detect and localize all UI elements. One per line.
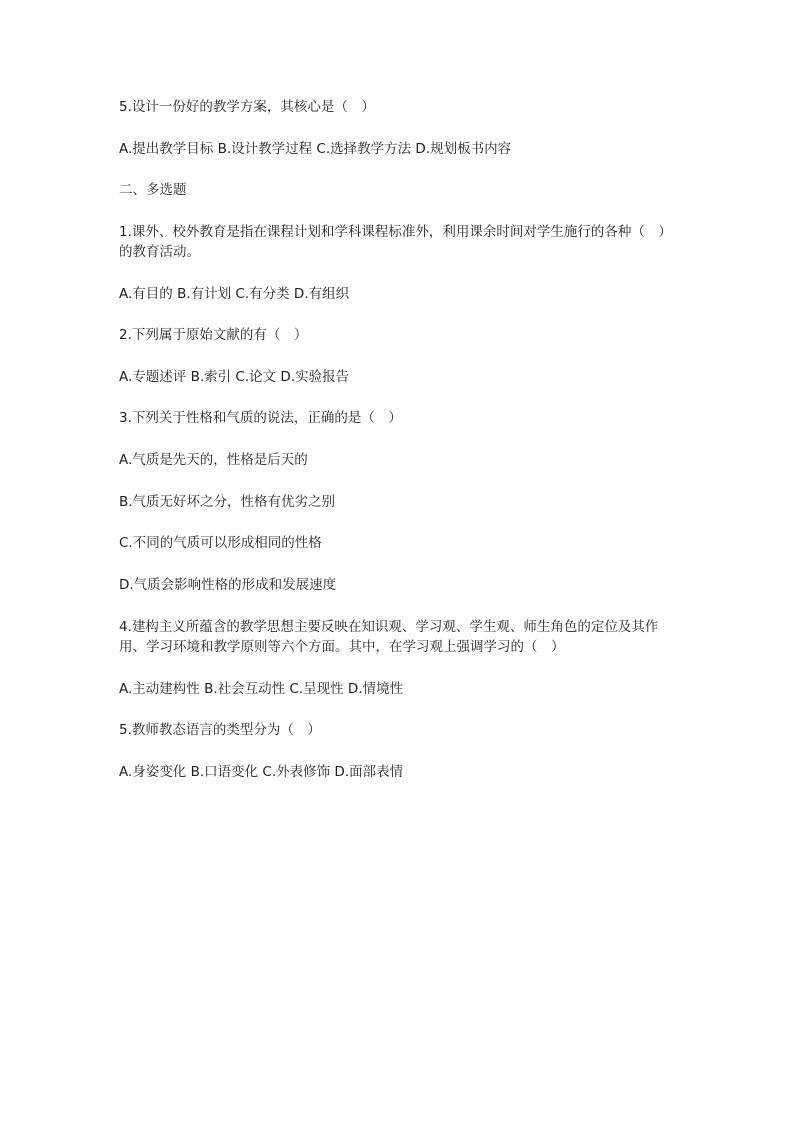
- question-single-5: 5.设计一份好的教学方案，其核心是（ ）: [119, 99, 375, 115]
- option-multi-3-c: C.不同的气质可以形成相同的性格: [119, 535, 322, 551]
- question-multi-4: 4.建构主义所蕴含的教学思想主要反映在知识观、学习观、学生观、师生角色的定位及其作用、学习环境和教学原则等六个方面。其中，在学习观上强调学习的（ ）: [119, 619, 659, 655]
- option-multi-3-a: A.气质是先天的，性格是后天的: [119, 452, 308, 468]
- section-heading-multiple-choice: 二、多选题: [119, 182, 187, 198]
- option-multi-3-d: D.气质会影响性格的形成和发展速度: [119, 577, 337, 593]
- options-multi-1: A.有目的 B.有计划 C.有分类 D.有组织: [119, 286, 350, 302]
- options-multi-2: A.专题述评 B.索引 C.论文 D.实验报告: [119, 369, 350, 385]
- options-multi-4: A.主动建构性 B.社会互动性 C.呈现性 D.情境性: [119, 681, 404, 697]
- options-single-5: A.提出教学目标 B.设计教学过程 C.选择教学方法 D.规划板书内容: [119, 141, 512, 157]
- question-multi-5: 5.教师教态语言的类型分为（ ）: [119, 722, 321, 738]
- question-multi-1: 1.课外、校外教育是指在课程计划和学科课程标准外，利用课余时间对学生施行的各种（ ）的教育活动。: [119, 224, 666, 260]
- question-multi-3: 3.下列关于性格和气质的说法，正确的是（ ）: [119, 410, 402, 426]
- option-multi-3-b: B.气质无好坏之分，性格有优劣之别: [119, 494, 336, 510]
- options-multi-5: A.身姿变化 B.口语变化 C.外表修饰 D.面部表情: [119, 764, 404, 780]
- question-multi-2: 2.下列属于原始文献的有（ ）: [119, 327, 308, 343]
